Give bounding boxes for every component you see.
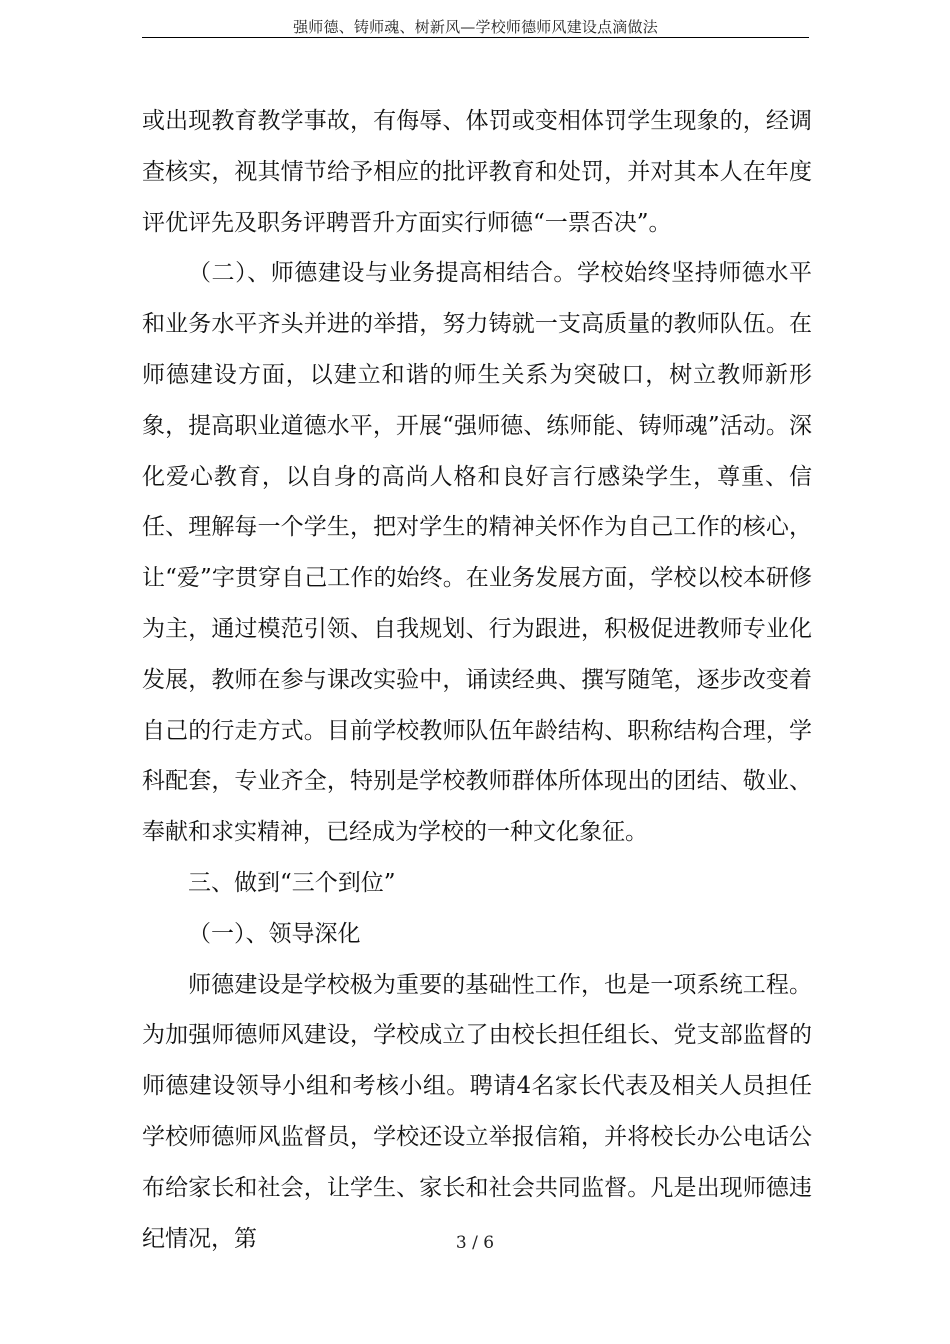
running-header: 强师德、铸师魂、树新风—学校师德师风建设点滴做法 xyxy=(293,18,658,36)
body-text xyxy=(142,96,812,1264)
paragraph-continuation: 或出现教育教学事故，有侮辱、体罚或变相体罚学生现象的，经调查核实，视其情节给予相应的批评教育和处罚，并对其本人在年度评优评先及职务评聘晋升方面实行师德“一票否决”。 xyxy=(142,108,812,236)
subsection-heading-leadership: （一）、领导深化 xyxy=(188,920,361,947)
section-heading-three-in-place: 三、做到“三个到位” xyxy=(188,869,396,896)
paragraph-leadership-body: 师德建设是学校极为重要的基础性工作，也是一项系统工程。为加强师德师风建设，学校成立了由校长担任组长、党支部监督的师德建设领导小组和考核小组。聘请4名家长代表及相关人员担任学校师德师风监督员，学校还设立举报信箱，并将校长办公电话公布给家长和社会，让学生、家长和社会共同监督。凡是出现师德违纪情况，第 xyxy=(142,971,812,1252)
paragraph-teacher-ethics-and-skills: （二）、师德建设与业务提高相结合。学校始终坚持师德水平和业务水平齐头并进的举措，努力铸就一支高质量的教师队伍。在师德建设方面，以建立和谐的师生关系为突破口，树立教师新形象，提高职业道德水平，开展“强师德、练师能、铸师魂”活动。深化爱心教育，以自身的高尚人格和良好言行感染学生，尊重、信任、理解每一个学生，把对学生的精神关怀作为自己工作的核心，让“爱”字贯穿自己工作的始终。在业务发展方面，学校以校本研修为主，通过模范引领、自我规划、行为跟进，积极促进教师专业化发展，教师在参与课改实验中，诵读经典、撰写随笔，逐步改变着自己的行走方式。目前学校教师队伍年龄结构、职称结构合理，学科配套，专业齐全，特别是学校教师群体所体现出的团结、敬业、奉献和求实精神，已经成为学校的一种文化象征。 xyxy=(142,260,812,846)
header-rule xyxy=(142,37,809,38)
page-number: 3 / 6 xyxy=(455,1233,495,1253)
